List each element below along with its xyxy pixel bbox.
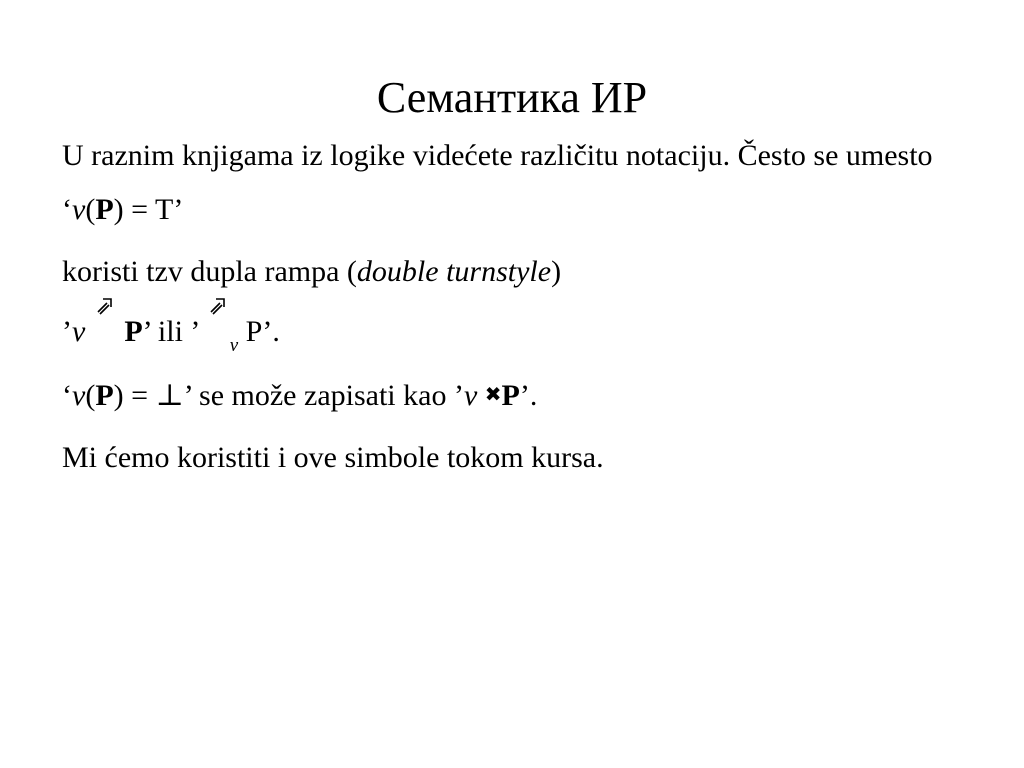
valuation-symbol: v xyxy=(72,379,86,412)
slide-title: Семантика ИР xyxy=(376,73,648,122)
formula-symbol: P xyxy=(501,379,520,412)
double-turnstile-icon xyxy=(95,317,115,341)
end-quote: ’. xyxy=(519,379,538,412)
or-text: ’ ili ’ xyxy=(142,315,199,348)
valuation-symbol: v xyxy=(463,379,478,412)
closing-paragraph: Mi ćemo koristiti i ove simbole tokom kursa. xyxy=(62,441,604,474)
formula-symbol: P xyxy=(95,193,114,226)
turnstile-line xyxy=(62,252,962,292)
paren-open: ( xyxy=(85,379,96,412)
turnstile-close: ) xyxy=(551,255,562,288)
valuation-true-line xyxy=(62,190,962,230)
valuation-subscript: v xyxy=(229,335,239,356)
equals-true: ) = T’ xyxy=(113,193,184,226)
valuation-false-line xyxy=(62,376,962,418)
cross-icon: ✖ xyxy=(484,382,502,406)
turnstile-notation-line xyxy=(62,312,962,356)
turnstile-lead: koristi tzv dupla rampa ( xyxy=(62,255,357,288)
open-quote: ‘ xyxy=(62,193,72,226)
slide-body xyxy=(62,136,962,478)
valuation-symbol: v xyxy=(72,315,86,348)
formula-symbol: P xyxy=(95,379,114,412)
double-turnstile-icon xyxy=(208,317,228,341)
paren-open: ( xyxy=(85,193,96,226)
intro-paragraph: U raznim knjigama iz logike videćete različitu notaciju. Često se umesto xyxy=(62,139,933,172)
open-quote: ‘ xyxy=(62,379,72,412)
valuation-symbol: v xyxy=(72,193,86,226)
formula-tail: P’. xyxy=(245,315,280,348)
turnstile-term: double turnstyle xyxy=(356,255,552,288)
equals-false-text: ) = ⊥’ se može zapisati kao ’ xyxy=(113,379,464,412)
quote-1: ’ xyxy=(62,315,72,348)
formula-symbol: P xyxy=(124,315,143,348)
